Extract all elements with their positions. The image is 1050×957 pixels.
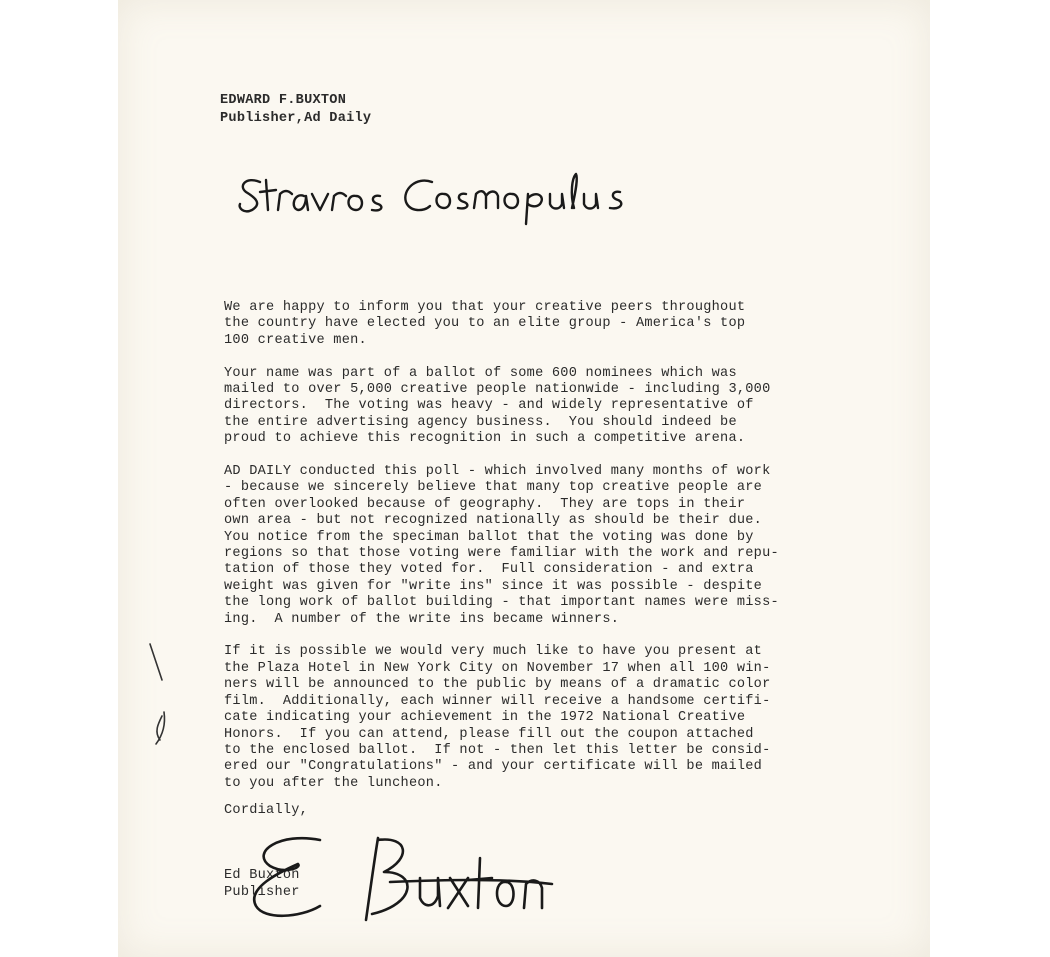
- body-line: weight was given for "write ins" since it was possible - despite: [224, 578, 763, 594]
- body-line: often overlooked because of geography. They are tops in their: [224, 496, 746, 512]
- body-line: - because we sincerely believe that many top creative people are: [224, 480, 763, 496]
- body-line: mailed to over 5,000 creative people nationwide - including 3,000: [224, 382, 771, 398]
- body-line: directors. The voting was heavy - and widely representative of: [224, 398, 754, 414]
- body-line: to the enclosed ballot. If not - then let this letter be consid-: [224, 742, 771, 758]
- letter-body: [224, 300, 874, 809]
- margin-pencil-marks: [140, 640, 180, 760]
- body-line: film. Additionally, each winner will receive a handsome certifi-: [224, 693, 771, 709]
- body-line: cate indicating your achievement in the 1972 National Creative: [224, 710, 746, 726]
- paragraph: [224, 300, 874, 349]
- body-line: own area - but not recognized nationally as should be their due.: [224, 513, 763, 529]
- body-line: regions so that those voting were familiar with the work and repu-: [224, 546, 779, 562]
- body-line: the Plaza Hotel in New York City on November 17 when all 100 win-: [224, 660, 771, 676]
- body-line: the long work of ballot building - that important names were miss-: [224, 595, 779, 611]
- body-line: ners will be announced to the public by means of a dramatic color: [224, 677, 771, 693]
- body-line: ing. A number of the write ins became winners.: [224, 611, 620, 627]
- body-line: ered our "Congratulations" - and your certificate will be mailed: [224, 759, 763, 775]
- signoff-name: Ed Buxton: [224, 868, 300, 883]
- signoff-title: Publisher: [224, 885, 300, 900]
- closing: Cordially,: [224, 803, 309, 818]
- body-line: You notice from the speciman ballot that the voting was done by: [224, 529, 754, 545]
- body-line: 100 creative men.: [224, 332, 367, 348]
- body-line: If it is possible we would very much like to have you present at: [224, 644, 763, 660]
- body-line: AD DAILY conducted this poll - which involved many months of work: [224, 464, 771, 480]
- recipient-handwritten-name: [232, 160, 642, 230]
- body-line: We are happy to inform you that your creative peers throughout: [224, 300, 746, 315]
- sender-title: Publisher,Ad Daily: [220, 111, 372, 126]
- body-line: proud to achieve this recognition in such a competitive arena.: [224, 431, 746, 447]
- sender-name: EDWARD F.BUXTON: [220, 93, 347, 108]
- body-line: the entire advertising agency business. You should indeed be: [224, 414, 737, 430]
- body-line: Your name was part of a ballot of some 600 nominees which was: [224, 365, 737, 381]
- body-line: tation of those they voted for. Full consideration - and extra: [224, 562, 754, 578]
- handwritten-signature: [240, 822, 570, 934]
- paragraph: [224, 464, 874, 628]
- paragraph: [224, 366, 874, 448]
- paragraph: [224, 644, 874, 792]
- body-line: the country have elected you to an elite group - America's top: [224, 316, 746, 332]
- body-line: Honors. If you can attend, please fill out the coupon attached: [224, 726, 754, 742]
- body-line: to you after the luncheon.: [224, 775, 443, 791]
- sender-block: [220, 92, 371, 128]
